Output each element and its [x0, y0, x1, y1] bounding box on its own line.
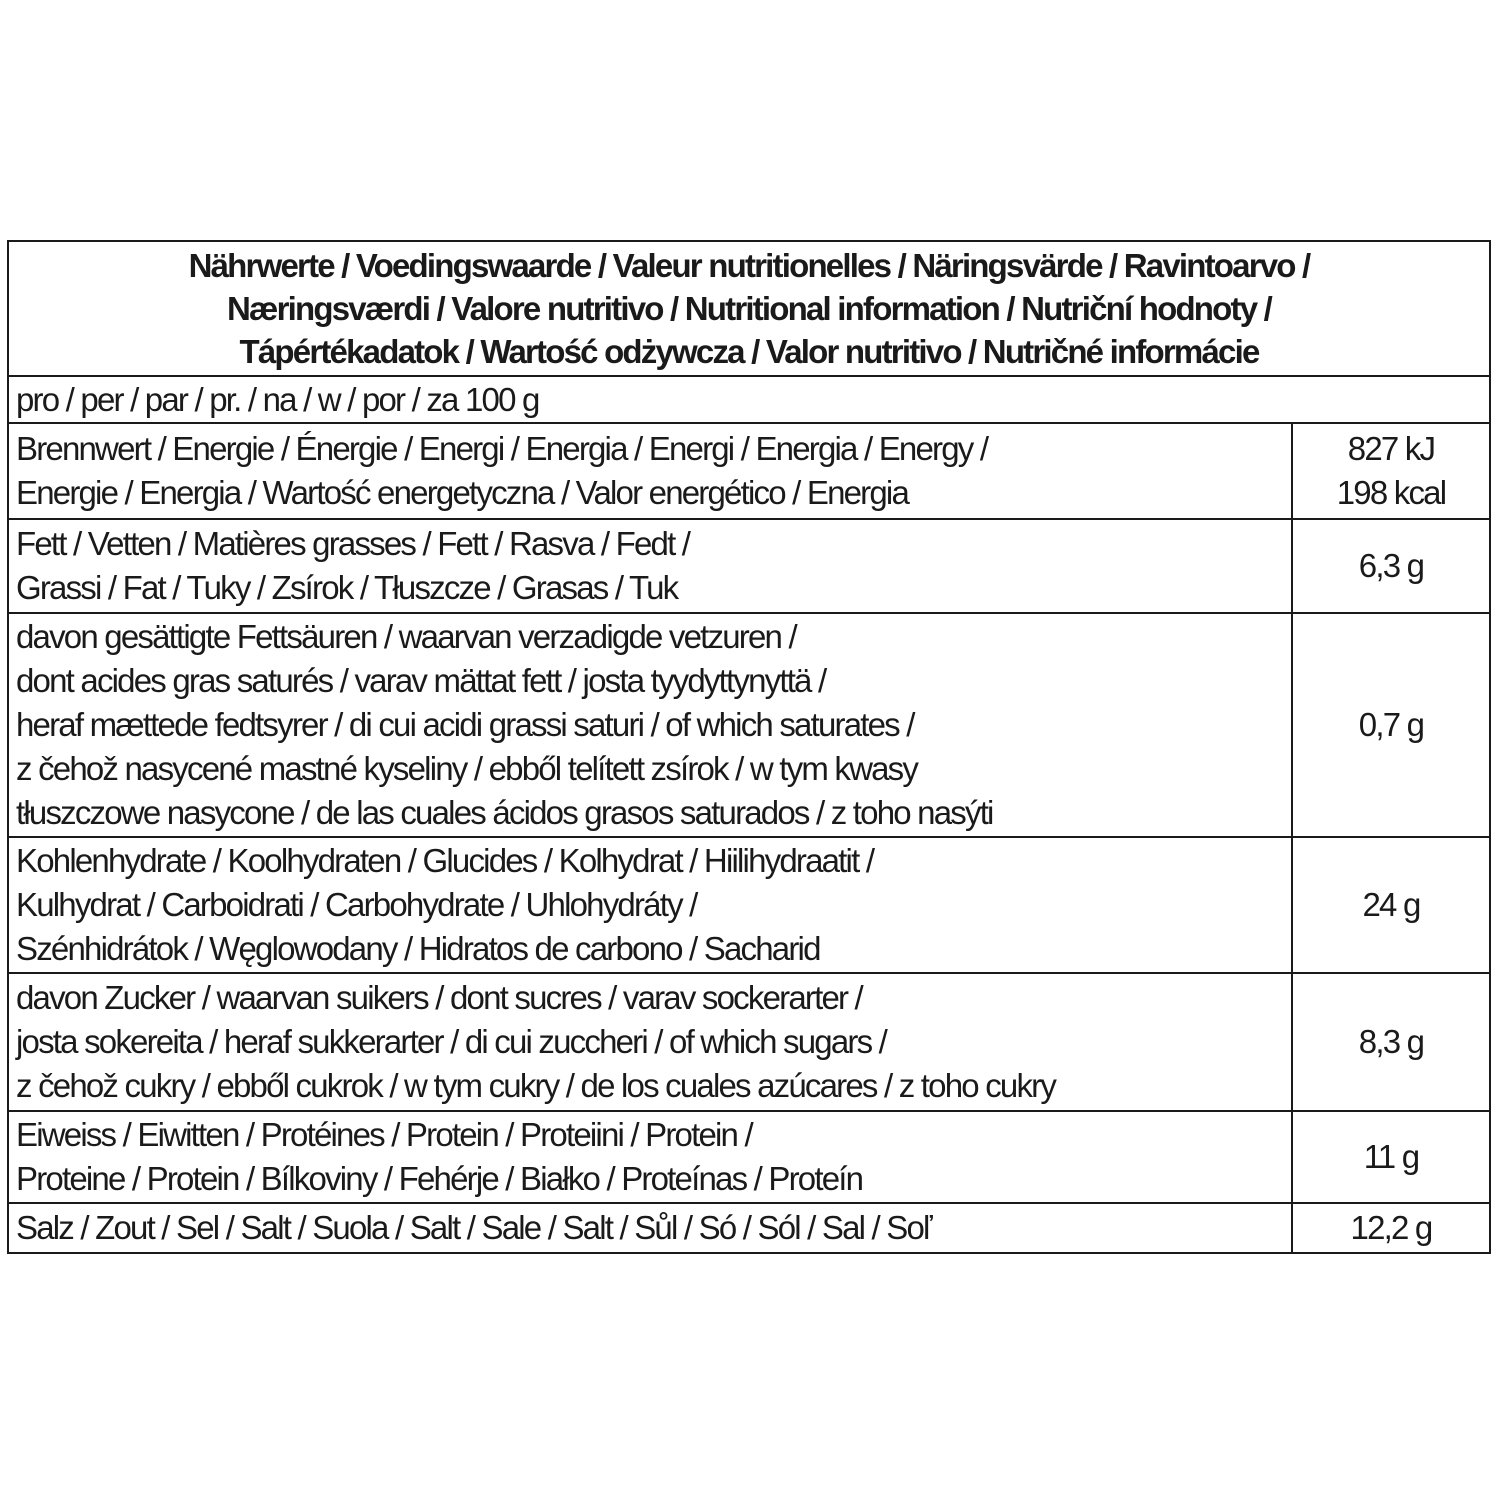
- nutrient-name-cell: [9, 614, 1293, 836]
- nutrient-name-cell: [9, 838, 1293, 972]
- table-row-saturates: [9, 614, 1489, 838]
- nutrient-value: 827 kJ: [1347, 430, 1435, 467]
- nutrient-value: 24 g: [1362, 886, 1420, 923]
- nutrient-name-line: Kulhydrat / Carboidrati / Carbohydrate / Uhlohydráty /: [16, 886, 697, 923]
- nutrient-name-line: josta sokereita / heraf sukkerarter / di cui zuccheri / of which sugars /: [16, 1023, 887, 1060]
- per-100g-row: [9, 377, 1489, 424]
- nutrient-name-line: Kohlenhydrate / Koolhydraten / Glucides / Kolhydrat / Hiilihydraatit /: [16, 842, 874, 879]
- per-100g-label: pro / per / par / pr. / na / w / por / za 100 g: [16, 380, 539, 418]
- nutrient-name-line: davon Zucker / waarvan suikers / dont sucres / varav sockerarter /: [16, 979, 862, 1016]
- header-line: Nährwerte / Voedingswaarde / Valeur nutritionelles / Näringsvärde / Ravintoarvo /: [188, 247, 1310, 284]
- nutrition-header: [9, 242, 1489, 377]
- nutrient-name-line: tłuszczowe nasycone / de las cuales ácidos grasos saturados / z toho nasýti: [16, 794, 993, 831]
- nutrient-name-line: Szénhidrátok / Węglowodany / Hidratos de carbono / Sacharid: [16, 930, 820, 967]
- table-row-salt: [9, 1204, 1489, 1252]
- nutrient-name-line: Grassi / Fat / Tuky / Zsírok / Tłuszcze / Grasas / Tuk: [16, 569, 678, 606]
- nutrient-value-cell: [1293, 1204, 1489, 1252]
- table-row-carbohydrate: [9, 838, 1489, 974]
- nutrient-name-cell: [9, 1204, 1293, 1252]
- nutrient-value: 0,7 g: [1358, 706, 1424, 743]
- nutrient-name-line: dont acides gras saturés / varav mättat fett / josta tyydyttynyttä /: [16, 662, 826, 699]
- nutrient-value-cell: [1293, 1112, 1489, 1202]
- nutrient-value: 12,2 g: [1350, 1209, 1432, 1246]
- nutrient-value: 198 kcal: [1336, 474, 1446, 511]
- nutrient-name-cell: [9, 974, 1293, 1110]
- nutrient-name-line: z čehož nasycené mastné kyseliny / ebből telített zsírok / w tym kwasy: [16, 750, 918, 787]
- nutrient-value: 6,3 g: [1358, 547, 1424, 584]
- nutrient-value-cell: [1293, 520, 1489, 612]
- nutrition-table: [7, 240, 1491, 1254]
- nutrient-name-line: Salz / Zout / Sel / Salt / Suola / Salt / Sale / Salt / Sůl / Só / Sól / Sal / Soľ: [16, 1209, 931, 1246]
- nutrient-name-line: z čehož cukry / ebből cukrok / w tym cukry / de los cuales azúcares / z toho cukry: [16, 1067, 1056, 1104]
- nutrient-value-cell: [1293, 974, 1489, 1110]
- nutrient-name-line: heraf mættede fedtsyrer / di cui acidi grassi saturi / of which saturates /: [16, 706, 914, 743]
- nutrient-name-cell: [9, 424, 1293, 518]
- nutrient-name-line: Energie / Energia / Wartość energetyczna / Valor energético / Energia: [16, 474, 909, 511]
- nutrient-value: 8,3 g: [1358, 1023, 1424, 1060]
- nutrient-name-cell: [9, 520, 1293, 612]
- table-row-energy: [9, 424, 1489, 520]
- nutrient-name-line: Brennwert / Energie / Énergie / Energi / Energia / Energi / Energia / Energy /: [16, 430, 988, 467]
- nutrient-name-cell: [9, 1112, 1293, 1202]
- header-line: Næringsværdi / Valore nutritivo / Nutritional information / Nutriční hodnoty /: [227, 290, 1271, 327]
- nutrient-value-cell: [1293, 424, 1489, 518]
- table-row-protein: [9, 1112, 1489, 1204]
- nutrient-value: 11 g: [1363, 1138, 1419, 1175]
- nutrient-name-line: davon gesättigte Fettsäuren / waarvan verzadigde vetzuren /: [16, 618, 796, 655]
- nutrient-value-cell: [1293, 614, 1489, 836]
- nutrient-name-line: Eiweiss / Eiwitten / Protéines / Protein / Proteiini / Protein /: [16, 1116, 752, 1153]
- nutrient-name-line: Proteine / Protein / Bílkoviny / Fehérje / Białko / Proteínas / Proteín: [16, 1160, 863, 1197]
- table-row-fat: [9, 520, 1489, 614]
- nutrient-value-cell: [1293, 838, 1489, 972]
- nutrient-name-line: Fett / Vetten / Matières grasses / Fett / Rasva / Fedt /: [16, 525, 690, 562]
- header-line: Tápértékadatok / Wartość odżywcza / Valor nutritivo / Nutričné informácie: [239, 333, 1259, 370]
- table-row-sugars: [9, 974, 1489, 1112]
